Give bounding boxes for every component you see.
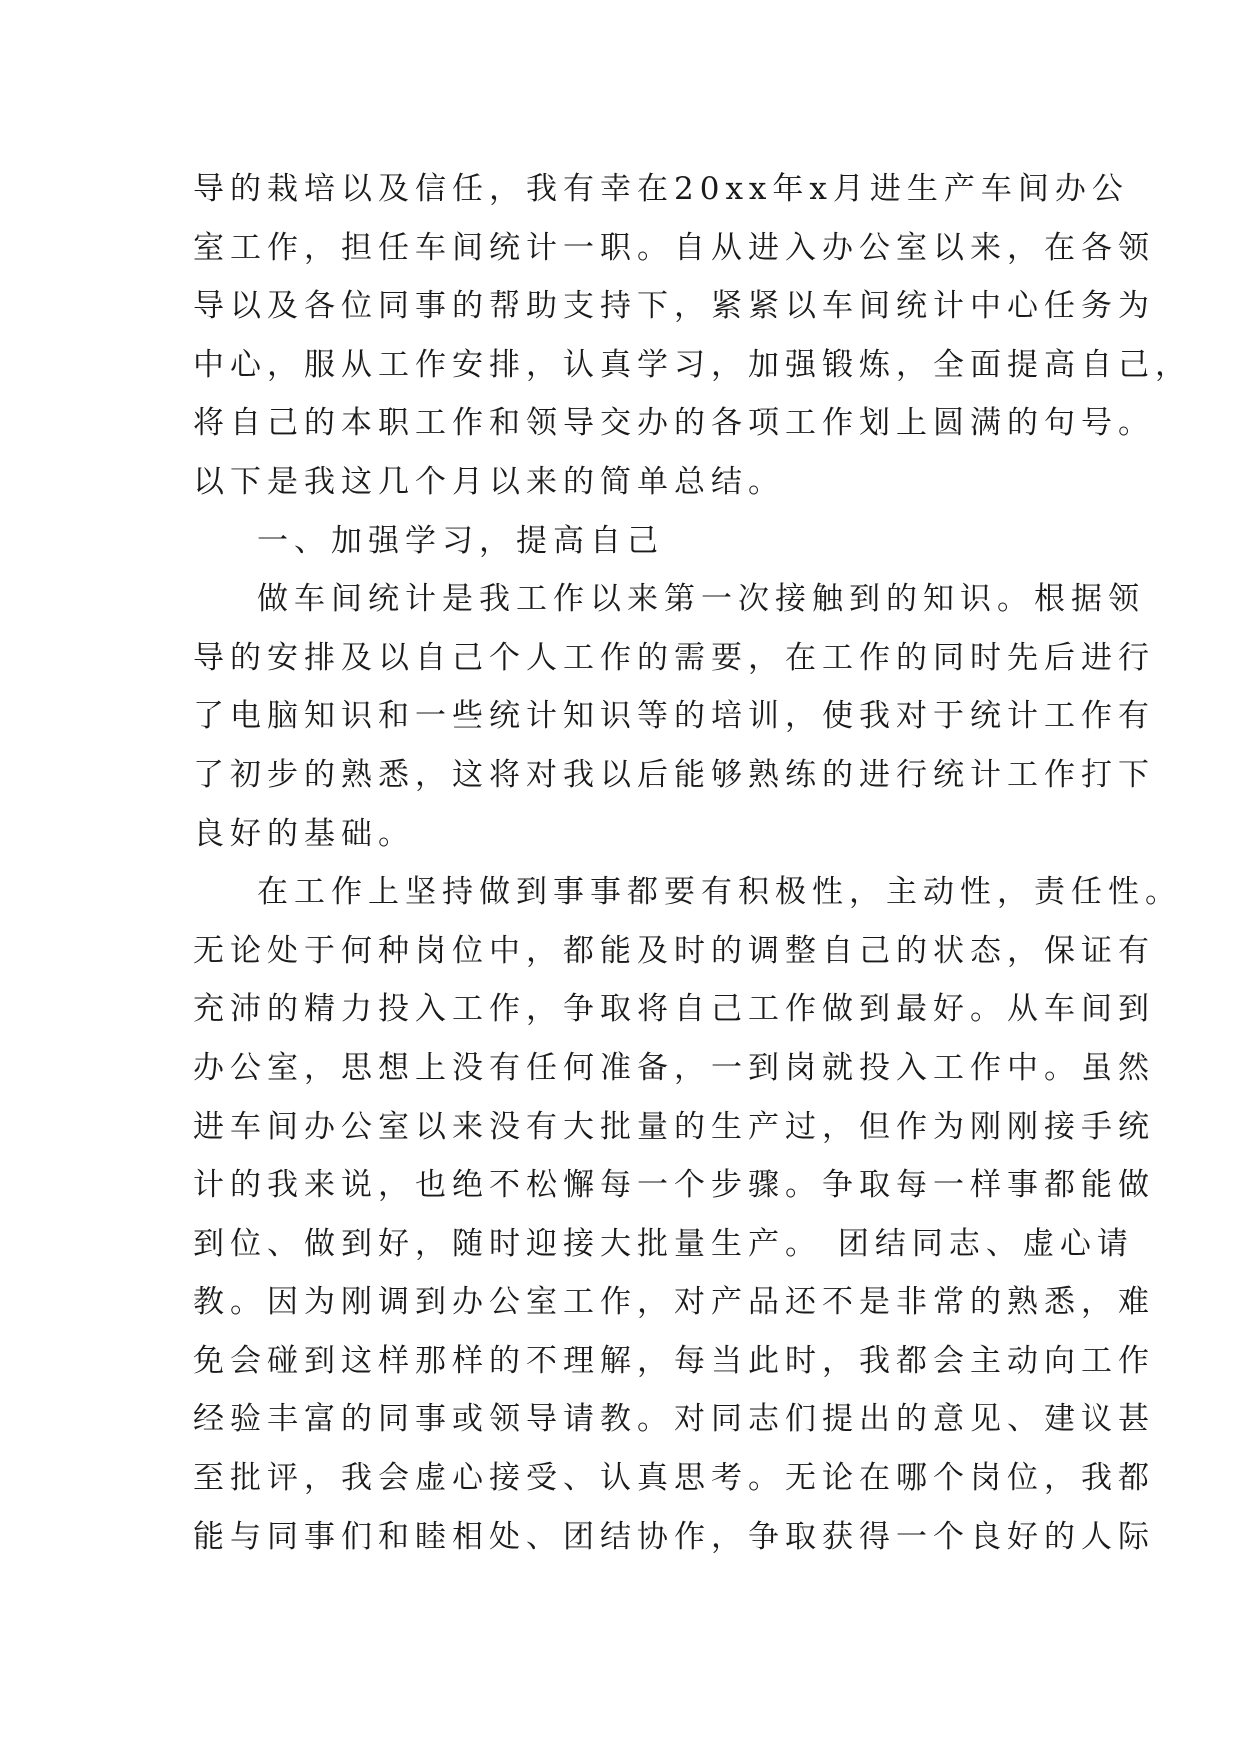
text-line-15: 充沛的精力投入工作，争取将自己工作做到最好。从车间到: [193, 991, 1155, 1028]
text-line-22: 经验丰富的同事或领导请教。对同志们提出的意见、建议甚: [193, 1401, 1155, 1438]
text-line-2: 室工作，担任车间统计一职。自从进入办公室以来，在各领: [193, 229, 1155, 266]
text-line-14: 无论处于何种岗位中，都能及时的调整自己的状态，保证有: [193, 932, 1155, 969]
text-line-23: 至批评，我会虚心接受、认真思考。无论在哪个岗位，我都: [193, 1460, 1155, 1497]
text-line-17: 进车间办公室以来没有大批量的生产过，但作为刚刚接手统: [193, 1108, 1155, 1145]
text-line-9: 导的安排及以自己个人工作的需要，在工作的同时先后进行: [193, 639, 1155, 676]
text-line-18: 计的我来说，也绝不松懈每一个步骤。争取每一样事都能做: [193, 1167, 1155, 1204]
section-heading: 一、加强学习，提高自己: [257, 522, 664, 559]
text-line-19: 到位、做到好，随时迎接大批量生产。 团结同志、虚心请: [193, 1225, 1134, 1262]
document-body: [193, 160, 1192, 1566]
text-line-1: 导的栽培以及信任，我有幸在20xx年x月进生产车间办公: [193, 171, 1129, 207]
text-line-20: 教。因为刚调到办公室工作，对产品还不是非常的熟悉，难: [193, 1284, 1155, 1321]
text-line-21: 免会碰到这样那样的不理解，每当此时，我都会主动向工作: [193, 1342, 1155, 1379]
text-line-6: 以下是我这几个月以来的简单总结。: [193, 463, 785, 500]
text-line-3: 导以及各位同事的帮助支持下，紧紧以车间统计中心任务为: [193, 288, 1155, 325]
text-line-13: 在工作上坚持做到事事都要有积极性，主动性，责任性。: [257, 874, 1182, 911]
text-line-24: 能与同事们和睦相处、团结协作，争取获得一个良好的人际: [193, 1518, 1155, 1555]
text-line-8: 做车间统计是我工作以来第一次接触到的知识。根据领: [257, 581, 1145, 618]
text-line-11: 了初步的熟悉，这将对我以后能够熟练的进行统计工作打下: [193, 756, 1155, 793]
text-line-10: 了电脑知识和一些统计知识等的培训，使我对于统计工作有: [193, 698, 1155, 735]
text-line-5: 将自己的本职工作和领导交办的各项工作划上圆满的句号。: [193, 405, 1155, 442]
text-line-16: 办公室，思想上没有任何准备，一到岗就投入工作中。虽然: [193, 1049, 1155, 1086]
text-line-4: 中心，服从工作安排，认真学习，加强锻炼，全面提高自己，: [193, 346, 1192, 383]
text-line-12: 良好的基础。: [193, 815, 415, 852]
